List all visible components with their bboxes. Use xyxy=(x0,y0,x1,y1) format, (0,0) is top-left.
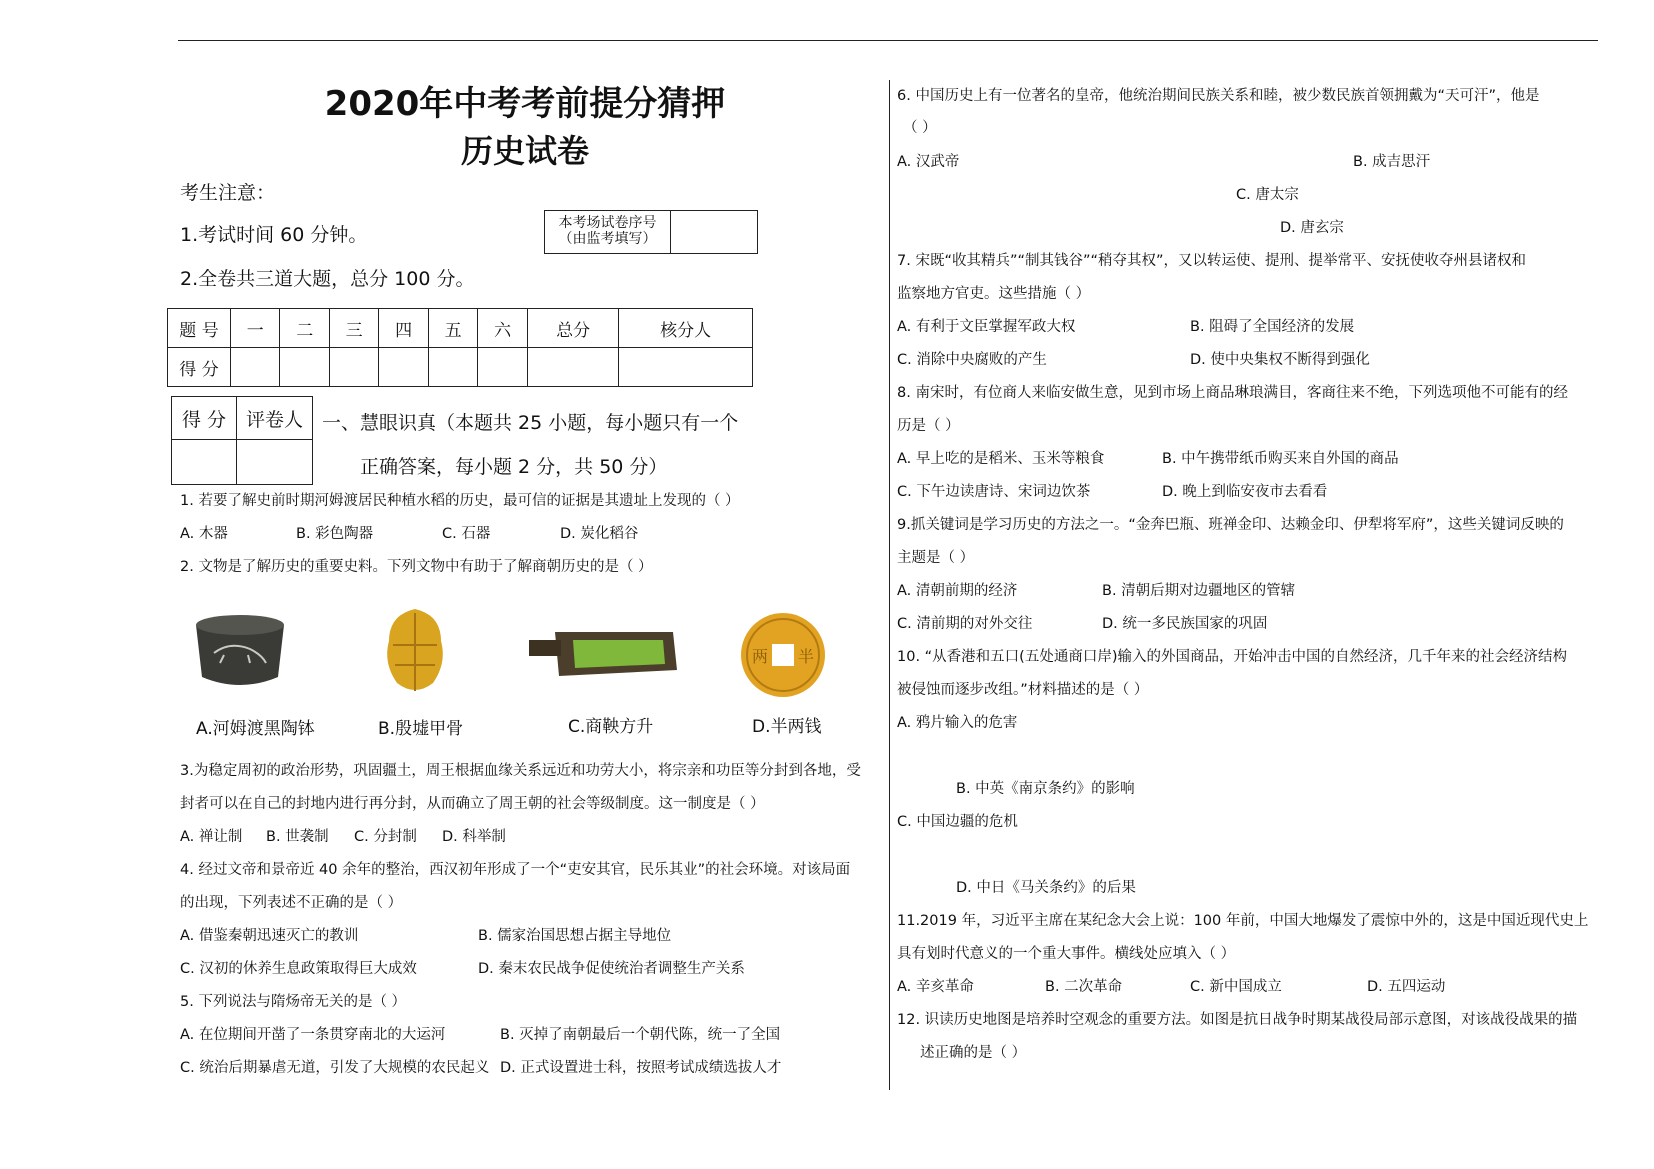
question-8-line-1: 8. 南宋时，有位商人来临安做生意，见到市场上商品琳琅满目，客商往来不绝，下列选项他不可能有的经 xyxy=(897,385,1568,401)
black-pottery-bowl-image xyxy=(190,605,290,695)
score-input-cell[interactable] xyxy=(428,348,477,387)
question-10-line-2: 被侵蚀而逐步改组。”材料描述的是（ ） xyxy=(897,682,1149,698)
question-12-line-1: 12. 识读历史地图是培养时空观念的重要方法。如图是抗日战争时期某战役局部示意图，对该战役战果的描 xyxy=(897,1012,1578,1028)
score-input-cell[interactable] xyxy=(379,348,428,387)
score-input-cell[interactable] xyxy=(231,348,280,387)
q10-option-d: D. 中日《马关条约》的后果 xyxy=(956,880,1136,896)
question-9-line-1: 9.抓关键词是学习历史的方法之一。“金奔巴瓶、班禅金印、达赖金印、伊犁将军府”，这些关键词反映的 xyxy=(897,517,1564,533)
section-1-title: 一、慧眼识真（本题共 25 小题，每小题只有一个 xyxy=(322,412,739,434)
score-input-cell[interactable] xyxy=(329,348,378,387)
q10-option-b: B. 中英《南京条约》的影响 xyxy=(956,781,1135,797)
q10-option-c: C. 中国边疆的危机 xyxy=(897,814,1018,830)
q11-option-c: C. 新中国成立 xyxy=(1190,979,1282,995)
q6-option-b: B. 成吉思汗 xyxy=(1353,154,1431,170)
q1-option-b: B. 彩色陶器 xyxy=(296,526,374,542)
score-cell: 六 xyxy=(478,309,527,348)
q8-option-b: B. 中午携带纸币购买来自外国的商品 xyxy=(1162,451,1399,467)
svg-text:两: 两 xyxy=(752,647,769,666)
top-rule xyxy=(178,40,1598,41)
q4-option-a: A. 借鉴秦朝迅速灭亡的教训 xyxy=(180,928,359,944)
q3-option-a: A. 禅让制 xyxy=(180,829,243,845)
q5-option-a: A. 在位期间开凿了一条贯穿南北的大运河 xyxy=(180,1027,446,1043)
q5-option-b: B. 灭掉了南朝最后一个朝代陈，统一了全国 xyxy=(500,1027,781,1043)
question-7-line-1: 7. 宋既“收其精兵”“制其钱谷”“稍夺其权”，又以转运使、提刑、提举常平、安抚使收夺州县诸权和 xyxy=(897,253,1527,269)
seq-box-label-1: 本考场试卷序号 xyxy=(558,215,657,231)
artifact-label-b: B.殷墟甲骨 xyxy=(378,719,464,739)
q6-option-d: D. 唐玄宗 xyxy=(1280,220,1344,236)
q9-option-c: C. 清前期的对外交往 xyxy=(897,616,1033,632)
score-row-label: 得 分 xyxy=(168,348,231,387)
q7-option-a: A. 有利于文臣掌握军政大权 xyxy=(897,319,1076,335)
q8-option-d: D. 晚上到临安夜市去看看 xyxy=(1162,484,1328,500)
notice-item-1: 1.考试时间 60 分钟。 xyxy=(180,224,368,246)
score-input-cell[interactable] xyxy=(478,348,527,387)
q5-option-d: D. 正式设置进士科，按照考试成绩选拔人才 xyxy=(500,1060,782,1076)
seq-number-box xyxy=(544,210,758,254)
svg-text:半: 半 xyxy=(798,647,815,666)
q3-option-d: D. 科举制 xyxy=(442,829,506,845)
q10-option-a: A. 鸦片输入的危害 xyxy=(897,715,1018,731)
score-table-header-row xyxy=(168,309,753,348)
score-cell: 一 xyxy=(231,309,280,348)
q9-option-a: A. 清朝前期的经济 xyxy=(897,583,1018,599)
score-cell: 题 号 xyxy=(168,309,231,348)
question-7-line-2: 监察地方官吏。这些措施（ ） xyxy=(897,286,1091,302)
score-table-score-row xyxy=(168,348,753,387)
question-4-line-2: 的出现，下列表述不正确的是（ ） xyxy=(180,895,403,911)
score-cell: 二 xyxy=(280,309,329,348)
page-subtitle: 历史试卷 xyxy=(460,132,589,170)
score-cell: 三 xyxy=(329,309,378,348)
q1-option-a: A. 木器 xyxy=(180,526,228,542)
score-cell: 核分人 xyxy=(619,309,753,348)
grader-score-cell[interactable] xyxy=(172,440,237,485)
question-2: 2. 文物是了解历史的重要史料。下列文物中有助于了解商朝历史的是（ ） xyxy=(180,559,653,575)
question-6-paren: （ ） xyxy=(903,120,937,136)
question-8-line-2: 历是（ ） xyxy=(897,418,960,434)
q7-option-b: B. 阻碍了全国经济的发展 xyxy=(1190,319,1355,335)
oracle-bone-image xyxy=(375,605,455,700)
grader-label: 评卷人 xyxy=(237,397,313,440)
question-11-line-1: 11.2019 年，习近平主席在某纪念大会上说：100 年前，中国大地爆发了震惊中外的，这是中国近现代史上 xyxy=(897,913,1589,929)
question-9-line-2: 主题是（ ） xyxy=(897,550,975,566)
question-4-line-1: 4. 经过文帝和景帝近 40 余年的整治，西汉初年形成了一个“吏安其官，民乐其业”的社会环境。对该局面 xyxy=(180,862,851,878)
shang-yang-measure-image xyxy=(525,618,685,698)
score-input-cell[interactable] xyxy=(619,348,753,387)
q1-option-c: C. 石器 xyxy=(442,526,491,542)
notice-heading: 考生注意： xyxy=(180,182,276,204)
banliang-coin-image xyxy=(738,610,828,700)
q11-option-a: A. 辛亥革命 xyxy=(897,979,974,995)
notice-item-2: 2.全卷共三道大题，总分 100 分。 xyxy=(180,268,475,290)
seq-box-label-2: （由监考填写） xyxy=(558,231,657,247)
score-input-cell[interactable] xyxy=(527,348,619,387)
q1-option-d: D. 炭化稻谷 xyxy=(560,526,639,542)
question-5: 5. 下列说法与隋炀帝无关的是（ ） xyxy=(180,994,407,1010)
q4-option-d: D. 秦末农民战争促使统治者调整生产关系 xyxy=(478,961,745,977)
q3-option-c: C. 分封制 xyxy=(354,829,417,845)
question-6: 6. 中国历史上有一位著名的皇帝，他统治期间民族关系和睦，被少数民族首领拥戴为“天可汗”，他是 xyxy=(897,88,1540,104)
q8-option-a: A. 早上吃的是稻米、玉米等粮食 xyxy=(897,451,1105,467)
q9-option-d: D. 统一多民族国家的巩固 xyxy=(1102,616,1268,632)
q6-option-a: A. 汉武帝 xyxy=(897,154,960,170)
q11-option-b: B. 二次革命 xyxy=(1045,979,1123,995)
score-cell: 四 xyxy=(379,309,428,348)
column-divider xyxy=(889,80,890,1090)
question-3-line-2: 封者可以在自己的封地内进行再分封，从而确立了周王朝的社会等级制度。这一制度是（ ） xyxy=(180,796,765,812)
q4-option-c: C. 汉初的休养生息政策取得巨大成效 xyxy=(180,961,417,977)
question-10-line-1: 10. “从香港和五口(五处通商口岸)输入的外国商品，开始冲击中国的自然经济，几千年来的社会经济结构 xyxy=(897,649,1567,665)
q3-option-b: B. 世袭制 xyxy=(266,829,329,845)
section-1-title-cont: 正确答案，每小题 2 分，共 50 分） xyxy=(360,456,668,478)
question-12-line-2: 述正确的是（ ） xyxy=(920,1045,1027,1061)
q8-option-c: C. 下午边读唐诗、宋词边饮茶 xyxy=(897,484,1091,500)
score-cell: 总分 xyxy=(527,309,619,348)
artifact-label-c: C.商鞅方升 xyxy=(568,717,654,737)
score-cell: 五 xyxy=(428,309,477,348)
q7-option-c: C. 消除中央腐败的产生 xyxy=(897,352,1047,368)
q9-option-b: B. 清朝后期对边疆地区的管辖 xyxy=(1102,583,1296,599)
score-input-cell[interactable] xyxy=(280,348,329,387)
artifact-label-a: A.河姆渡黑陶钵 xyxy=(196,719,315,739)
grader-name-cell[interactable] xyxy=(237,440,313,485)
q11-option-d: D. 五四运动 xyxy=(1367,979,1446,995)
question-11-line-2: 具有划时代意义的一个重大事件。横线处应填入（ ） xyxy=(897,946,1236,962)
artifact-label-d: D.半两钱 xyxy=(752,717,822,737)
q5-option-c: C. 统治后期暴虐无道，引发了大规模的农民起义 xyxy=(180,1060,490,1076)
q7-option-d: D. 使中央集权不断得到强化 xyxy=(1190,352,1370,368)
q6-option-c: C. 唐太宗 xyxy=(1236,187,1299,203)
grader-score-label: 得 分 xyxy=(172,397,237,440)
q4-option-b: B. 儒家治国思想占据主导地位 xyxy=(478,928,672,944)
question-1: 1. 若要了解史前时期河姆渡居民种植水稻的历史，最可信的证据是其遗址上发现的（ ） xyxy=(180,493,740,509)
question-3-line-1: 3.为稳定周初的政治形势，巩固疆土，周王根据血缘关系远近和功劳大小，将宗亲和功臣等分封到各地，受 xyxy=(180,763,861,779)
grader-box xyxy=(171,396,313,485)
score-table xyxy=(167,308,753,387)
page-title: 2020年中考考前提分猜押 xyxy=(324,84,726,124)
